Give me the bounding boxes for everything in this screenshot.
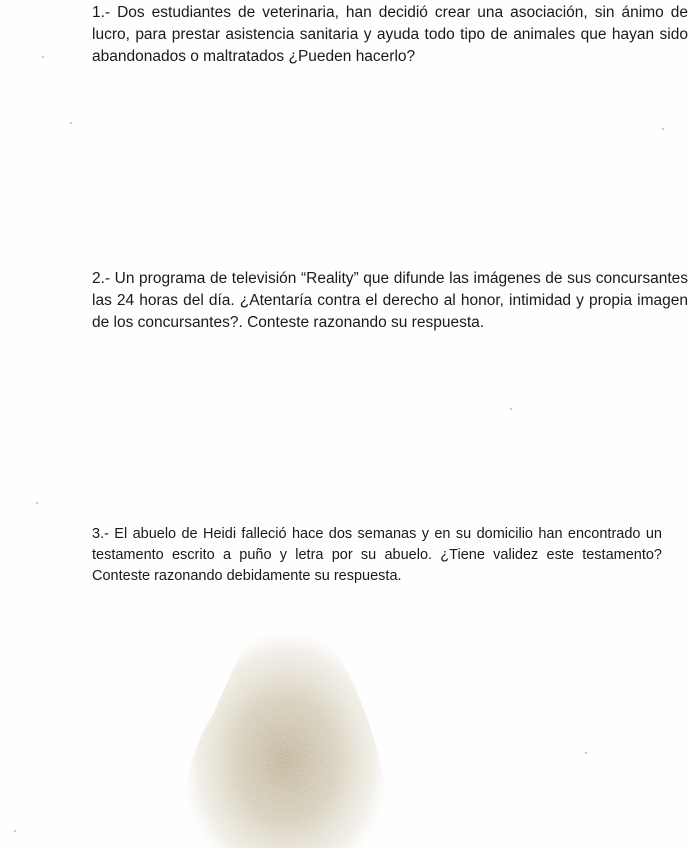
question-1: 1.- Dos estudiantes de veterinaria, han decidió crear una asociación, sin ánimo de lucro, para prestar asistencia sanitaria y ayuda todo tipo de animales que hayan sido abandonados o maltratados ¿Pueden hacerlo? [92, 4, 688, 65]
paper-speck [70, 122, 72, 124]
paper-speck [510, 408, 512, 410]
paper-stain [130, 590, 430, 848]
paper-speck [42, 56, 44, 58]
paper-speck [14, 830, 16, 832]
paper-speck [36, 502, 38, 504]
question-3: 3.- El abuelo de Heidi falleció hace dos semanas y en su domicilio han encontrado un testamento escrito a puño y letra por su abuelo. ¿Tiene validez este testamento? Conteste razonando debidamente su respuesta. [92, 526, 662, 584]
paper-speck [585, 752, 587, 754]
question-2: 2.- Un programa de televisión “Reality” que difunde las imágenes de sus concursantes las 24 horas del día. ¿Atentaría contra el derecho al honor, intimidad y propia imagen de los concursantes?. Conteste razonando su respuesta. [92, 270, 688, 331]
paper-speck [662, 128, 664, 130]
